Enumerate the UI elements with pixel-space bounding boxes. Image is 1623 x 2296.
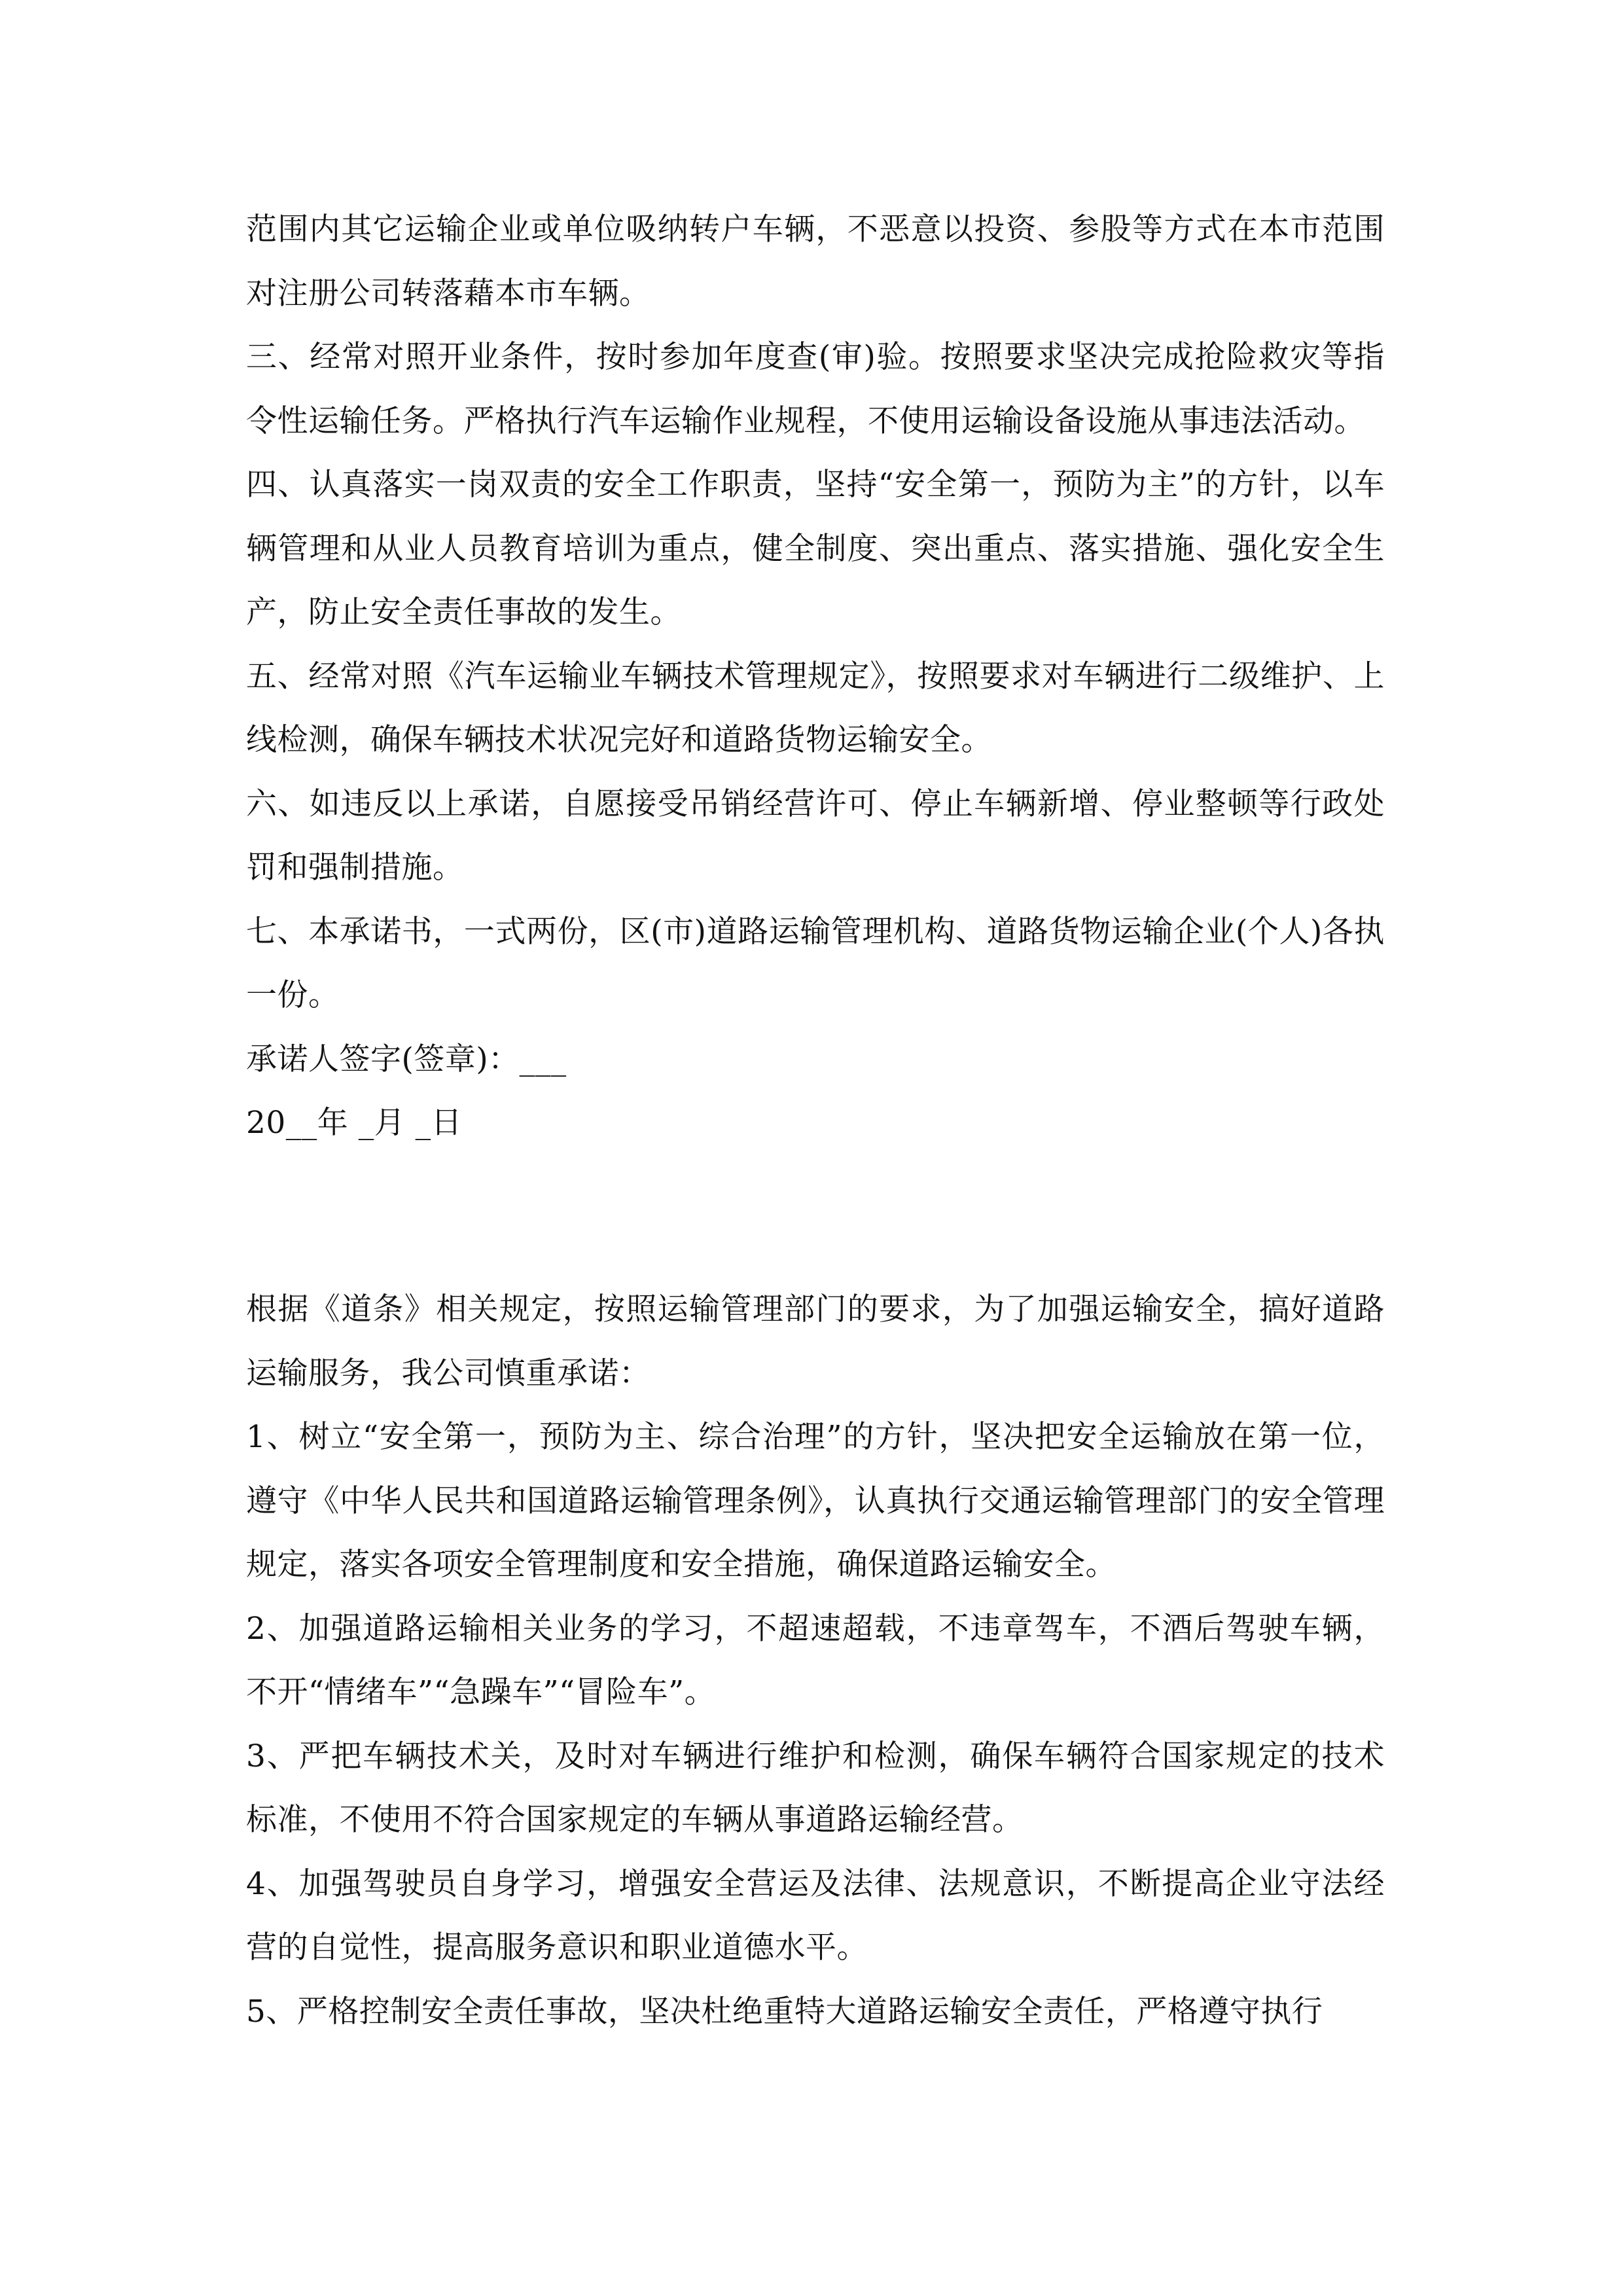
date-line: 20__年 _月 _日 bbox=[246, 1105, 463, 1141]
paragraph-item-seven: 七、本承诺书，一式两份，区(市)道路运输管理机构、道路货物运输企业(个人)各执一份。 bbox=[246, 913, 1385, 1013]
paragraph-item-six: 六、如违反以上承诺，自愿接受吊销经营许可、停止车辆新增、停业整顿等行政处罚和强制措施。 bbox=[246, 785, 1385, 886]
paragraph-item-three: 三、经常对照开业条件，按时参加年度查(审)验。按照要求坚决完成抢险救灾等指令性运输任务。严格执行汽车运输作业规程，不使用运输设备设施从事违法活动。 bbox=[246, 339, 1385, 439]
paragraph-item-4: 4、加强驾驶员自身学习，增强安全营运及法律、法规意识，不断提高企业守法经营的自觉性，提高服务意识和职业道德水平。 bbox=[246, 1865, 1385, 1965]
paragraph-item-five: 五、经常对照《汽车运输业车辆技术管理规定》，按照要求对车辆进行二级维护、上线检测，确保车辆技术状况完好和道路货物运输安全。 bbox=[246, 658, 1385, 758]
signature-line: 承诺人签字(签章)：___ bbox=[246, 1041, 567, 1077]
commitment-section-second bbox=[246, 1278, 1385, 2043]
commitment-section-continued bbox=[246, 198, 1385, 1155]
paragraph-scope-clause: 范围内其它运输企业或单位吸纳转户车辆，不恶意以投资、参股等方式在本市范围对注册公司转落藉本市车辆。 bbox=[246, 211, 1385, 312]
paragraph-item-5: 5、严格控制安全责任事故，坚决杜绝重特大道路运输安全责任，严格遵守执行 bbox=[246, 1993, 1323, 2030]
paragraph-intro: 根据《道条》相关规定，按照运输管理部门的要求，为了加强运输安全，搞好道路运输服务，我公司慎重承诺： bbox=[246, 1291, 1385, 1391]
paragraph-item-3: 3、严把车辆技术关，及时对车辆进行维护和检测，确保车辆符合国家规定的技术标准，不使用不符合国家规定的车辆从事道路运输经营。 bbox=[246, 1738, 1385, 1838]
paragraph-item-four: 四、认真落实一岗双责的安全工作职责，坚持“安全第一，预防为主”的方针，以车辆管理和从业人员教育培训为重点，健全制度、突出重点、落实措施、强化安全生产，防止安全责任事故的发生。 bbox=[246, 467, 1385, 630]
paragraph-item-1: 1、树立“安全第一，预防为主、综合治理”的方针，坚决把安全运输放在第一位，遵守《中华人民共和国道路运输管理条例》，认真执行交通运输管理部门的安全管理规定，落实各项安全管理制度和安全措施，确保道路运输安全。 bbox=[246, 1419, 1385, 1583]
paragraph-item-2: 2、加强道路运输相关业务的学习，不超速超载，不违章驾车，不酒后驾驶车辆，不开“情绪车”“急躁车”“冒险车”。 bbox=[246, 1610, 1385, 1710]
